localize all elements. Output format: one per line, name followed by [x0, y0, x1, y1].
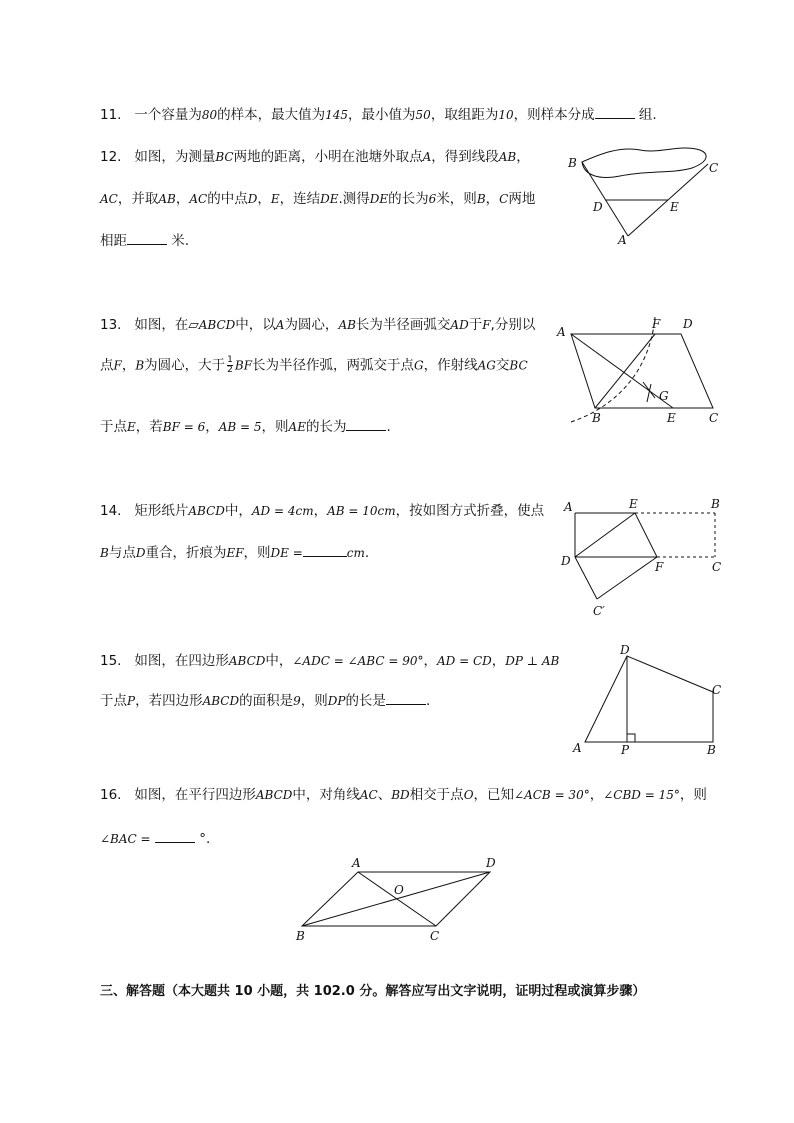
quadrilateral-abcd	[585, 656, 713, 742]
parallelogram-abcd	[571, 334, 713, 408]
question-13-line-2: 点F，B为圆心，大于 $\frac{1}{2}$ BF长为半径作弧，两弧交于点G，作射线AG交BC	[100, 355, 528, 375]
fig13-label-b: B	[592, 411, 601, 425]
arc-g-1	[643, 382, 655, 398]
q14-number: 14.	[100, 503, 122, 519]
fig16-label-o: O	[394, 883, 404, 897]
question-16-line-1: 16. 如图，在平行四边形ABCD中，对角线AC、BD相交于点O，已知∠ACB = 30°，∠CBD = 15°，则	[100, 787, 707, 803]
q12-number: 12.	[100, 149, 122, 165]
fig14-label-d: D	[561, 554, 571, 568]
segment-de	[575, 513, 635, 557]
section-3-heading: 三、解答题（本大题共 10 小题，共 102.0 分。解答应写出文字说明，证明过程或演算步骤）	[100, 984, 646, 999]
q16-number: 16.	[100, 787, 122, 803]
fig16-label-a: A	[352, 856, 361, 870]
segment-bf	[595, 334, 655, 408]
answer-blank-11[interactable]	[595, 106, 635, 119]
fig15-label-b: B	[707, 743, 716, 757]
fig14-label-c: C	[712, 560, 722, 574]
segment-fc-prime	[597, 557, 657, 599]
fig14-label-b: B	[711, 497, 720, 511]
question-16-line-2: ∠BAC = °.	[100, 831, 211, 847]
fig12-label-a: A	[618, 233, 627, 247]
fig15-label-a: A	[573, 741, 582, 755]
fig12-label-e: E	[670, 200, 679, 214]
question-13-line-3: 于点E，若BF = 6，AB = 5，则AE的长为 .	[100, 419, 391, 435]
fig13-label-g: G	[659, 389, 669, 403]
fig13-label-e: E	[667, 411, 676, 425]
figure-16	[290, 852, 510, 944]
fig14-label-e: E	[629, 497, 638, 511]
answer-blank-16[interactable]	[155, 830, 195, 843]
right-angle-mark	[627, 734, 635, 742]
fig12-label-b: B	[568, 156, 577, 170]
fig13-label-c: C	[709, 411, 719, 425]
question-12-line-1: 12. 如图，为测量BC两地的距离，小明在池塘外取点A，得到线段AB，	[100, 149, 530, 165]
figure-14	[555, 495, 735, 623]
question-13-line-1: 13. 如图，在▱ABCD中，以A为圆心，AB长为半径画弧交AD于F,分别以	[100, 317, 536, 333]
arc-g-2	[647, 384, 651, 402]
answer-blank-12[interactable]	[127, 232, 167, 245]
pond-outline	[582, 148, 706, 177]
figure-12	[560, 140, 730, 250]
fig15-label-d: D	[620, 643, 630, 657]
question-14-line-1: 14. 矩形纸片ABCD中，AD = 4cm，AB = 10cm，按如图方式折叠，使点	[100, 503, 545, 519]
segment-dc-prime	[575, 557, 597, 599]
fig16-label-c: C	[430, 929, 440, 943]
question-11: 11. 一个容量为80的样本，最大值为145，最小值为50，取组距为10，则样本分成 组.	[100, 107, 657, 123]
fig12-label-c: C	[709, 161, 719, 175]
question-15-line-1: 15. 如图，在四边形ABCD中，∠ADC = ∠ABC = 90°，AD = CD，DP ⊥ AB	[100, 653, 560, 669]
fig14-label-f: F	[655, 560, 664, 574]
ray-ag	[571, 334, 673, 408]
answer-blank-13[interactable]	[346, 418, 386, 431]
segment-ab	[582, 162, 628, 236]
fig14-label-a: A	[564, 500, 573, 514]
fig12-label-d: D	[593, 200, 603, 214]
fig16-label-d: D	[486, 856, 496, 870]
fig15-label-c: C	[712, 683, 722, 697]
question-12-line-2: AC，并取AB，AC的中点D，E，连结DE.测得DE的长为6米，则B，C两地	[100, 191, 536, 207]
fig16-label-b: B	[296, 929, 305, 943]
q11-number: 11.	[100, 107, 122, 123]
fig13-label-f: F	[652, 317, 661, 331]
fraction-one-half: $\frac{1}{2}$	[227, 355, 233, 375]
fig13-label-d: D	[683, 317, 693, 331]
question-12-line-3: 相距 米.	[100, 233, 190, 249]
answer-blank-14[interactable]	[303, 544, 347, 557]
figure-15	[565, 642, 735, 760]
answer-blank-15[interactable]	[386, 692, 426, 705]
fig15-label-p: P	[621, 743, 630, 757]
question-14-line-2: B与点D重合，折痕为EF，则DE = cm.	[100, 545, 370, 561]
crease-ef	[635, 513, 657, 557]
fig14-label-c-prime: C′	[593, 604, 605, 618]
figure-13	[555, 312, 730, 430]
question-15-line-2: 于点P，若四边形ABCD的面积是9，则DP的长是 .	[100, 693, 431, 709]
arc-from-a	[571, 317, 655, 422]
fig13-label-a: A	[557, 325, 566, 339]
q15-number: 15.	[100, 653, 122, 669]
q13-number: 13.	[100, 317, 122, 333]
